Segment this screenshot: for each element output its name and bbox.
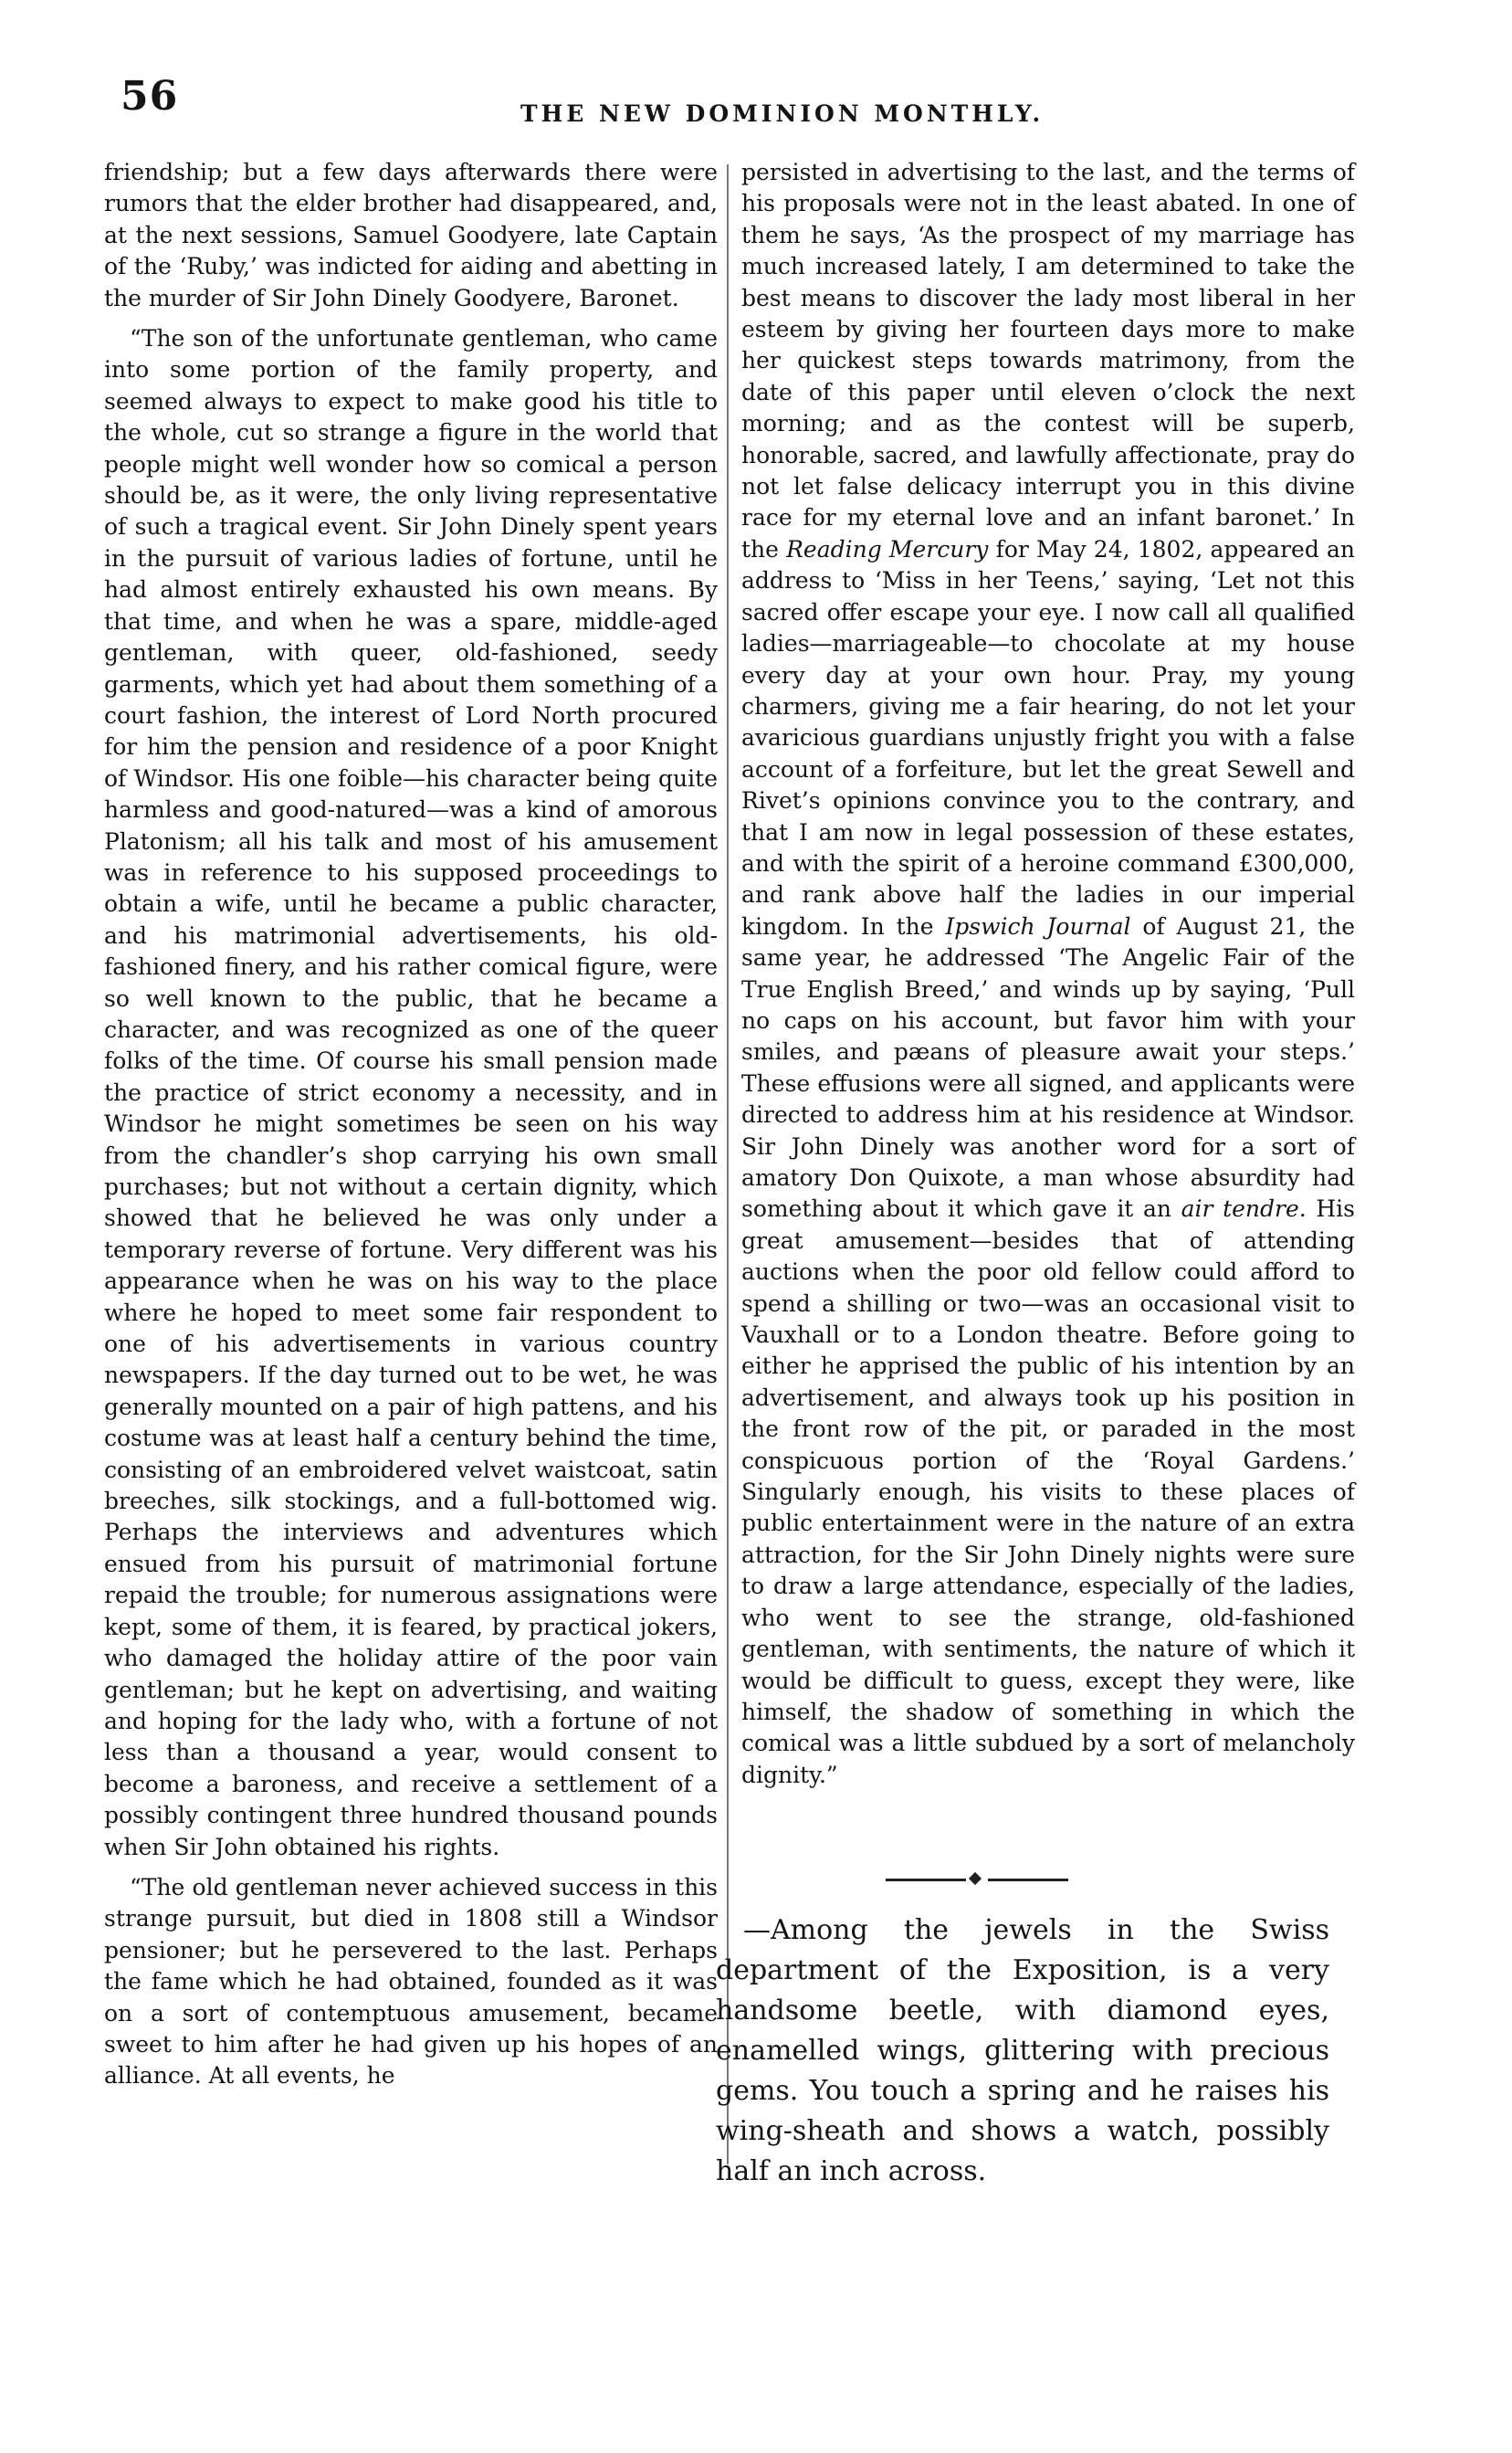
left-paragraph-2: “The son of the unfortunate gentleman, who came into some portion of the family property, and seemed always to expect to make good his title to the whole, cut so strange a figure in the world that people might well wonder how so comical a person should be, as it were, the only living representative of such a tragical event. Sir John Dinely spent years in the pursuit of various ladies of fortune, until he had almost entirely exhausted his own means. By that time, and when he was a spare, middle-aged gentleman, with queer, old-fashioned, seedy garments, which yet had about them something of a court fashion, the interest of Lord North procured for him the pension and residence of a poor Knight of Windsor. His one foible—his character being quite harmless and good-natured—was a kind of amorous Platonism; all his talk and most of his amusement was in reference to his supposed proceedings to obtain a wife, until he became a public character, and his matrimonial advertisements, his old-fashioned finery, and his rather comical figure, were so well known to the public, that he became a character, and was recognized as one of the queer folks of the time. Of course his small pension made the practice of strict economy a necessity, and in Windsor he might sometimes be seen on his way from the chandler’s shop carrying his own small purchases; but not without a certain dignity, which showed that he believed he was only under a temporary reverse of fortune. Very different was his appearance when he was on his way to the place where he hoped to meet some fair respondent to one of his advertisements in various country newspapers. If the day turned out to be wet, he was generally mounted on a pair of high pattens, and his costume was at least half a century behind the time, consisting of an embroidered velvet waistcoat, satin breeches, silk stockings, and a full-bottomed wig. Perhaps the interviews and adventures which ensued from his pursuit of matrimonial fortune repaid the trouble; for numerous assignations were kept, some of them, it is feared, by practical jokers, who damaged the holiday attire of the poor vain gentleman; but he kept on advertising, and waiting and hoping for the lady who, with a fortune of not less than a thousand a year, would consent to become a baroness, and receive a settlement of a possibly contingent three hundred thousand pounds when Sir John obtained his rights. bbox=[104, 325, 718, 1860]
ornament-rule-right bbox=[988, 1879, 1068, 1881]
source-ipswich-journal: Ipswich Journal bbox=[945, 912, 1131, 940]
exposition-note: —Among the jewels in the Swiss department of the Exposition, is a very handsome beetle, with diamond eyes, enamelled wings, glittering with precious gems. You touch a spring and he raises his wing-sheath and shows a watch, possibly half an inch across. bbox=[716, 1914, 1329, 2187]
section-ornament bbox=[886, 1874, 1068, 1885]
right-text-a: persisted in advertising to the last, and the terms of his proposals were not in the least abated. In one of them he says, ‘As the prospect of my marriage has much increased lately, I am determined to take the best means to discover the lady most liberal in her esteem by giving her fourteen days more to make her quickest steps towards matrimony, from the date of this paper until eleven o’clock the next morning; and as the contest will be superb, honorable, sacred, and lawfully affectionate, pray do not let false delicacy interrupt you in this divine race for my eternal love and an infant baronet.’ In the bbox=[741, 159, 1355, 563]
left-column bbox=[104, 157, 718, 2092]
right-paragraph bbox=[741, 157, 1355, 1791]
right-column bbox=[741, 157, 1355, 1791]
page-number: 56 bbox=[121, 73, 179, 120]
source-reading-mercury: Reading Mercury bbox=[786, 535, 989, 563]
ornament-diamond-icon bbox=[969, 1872, 982, 1885]
right-text-d: . His great amusement—besides that of attending auctions when the poor old fellow could afford to spend a shilling or two—was an occasional visit to Vauxhall or to a London theatre. Before going to either he apprised the public of his intention by an advertisement, and always took up his position in the front row of the pit, or paraded in the most conspicuous portion of the ‘Royal Gardens.’ Singularly enough, his visits to these places of public entertainment were in the nature of an extra attraction, for the Sir John Dinely nights were sure to draw a large attendance, especially of the ladies, who went to see the strange, old-fashioned gentleman, with sentiments, the nature of which it would be difficult to guess, except they were, like himself, the shadow of something in which the comical was a little subdued by a sort of melancholy dignity.” bbox=[741, 1195, 1355, 1788]
running-title: THE NEW DOMINION MONTHLY. bbox=[520, 100, 1045, 127]
right-text-b: for May 24, 1802, appeared an address to ‘Miss in her Teens,’ saying, ‘Let not this sacred offer escape your eye. I now call all qualified ladies—marriageable—to chocolate at my house every day at your own hour. Pray, my young charmers, giving me a fair hearing, do not let your avaricious guardians unjustly fright you with a false account of a forfeiture, but let the great Sewell and Rivet’s opinions convince you to the contrary, and that I am now in legal possession of these estates, and with the spirit of a heroine command £300,000, and rank above half the ladies in our imperial kingdom. In the bbox=[741, 535, 1355, 940]
left-paragraph-1: friendship; but a few days afterwards there were rumors that the elder brother had disappeared, and, at the next sessions, Samuel Goodyere, late Captain of the ‘Ruby,’ was indicted for aiding and abetting in the murder of Sir John Dinely Goodyere, Baronet. bbox=[104, 159, 718, 311]
phrase-air-tendre: air tendre bbox=[1181, 1195, 1299, 1223]
column-divider bbox=[727, 164, 729, 2164]
ornament-rule-left bbox=[886, 1879, 966, 1881]
right-text-c: of August 21, the same year, he addressed ‘The Angelic Fair of the True English Breed,’ and winds up by saying, ‘Pull no caps on his account, but favor him with your smiles, and pæans of pleasure await your steps.’ These effusions were all signed, and applicants were directed to address him at his residence at Windsor. Sir John Dinely was another word for a sort of amatory Don Quixote, a man whose absurdity had something about it which gave it an bbox=[741, 912, 1356, 1223]
left-paragraph-3: “The old gentleman never achieved success in this strange pursuit, but died in 1808 still a Windsor pensioner; but he persevered to the last. Perhaps the fame which he had obtained, founded as it was on a sort of contemptuous amusement, became sweet to him after he had given up his hopes of an alliance. At all events, he bbox=[104, 1873, 718, 2090]
